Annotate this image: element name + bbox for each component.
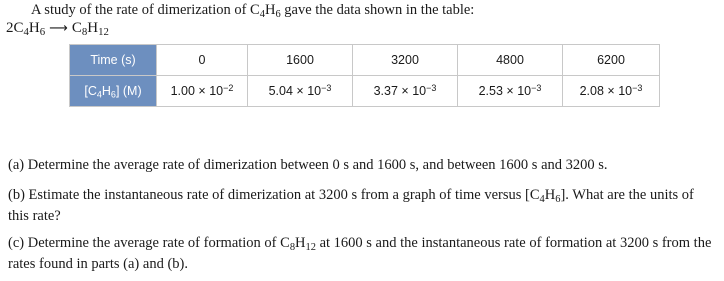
intro-text: A study of the rate of dimerization of $C_4H_6$ gave the data shown in the table: [31, 2, 475, 20]
table-cell: $2.08 \times 10^{-3}$ [563, 76, 660, 107]
row-header-concentration: $[C_4H_6]$ (M) [70, 76, 157, 107]
question-b: (b) Estimate the instantaneous rate of dimerization at 3200 s from a graph of time versus $[C_4H_6]$. What are the units of this rate? [8, 187, 694, 224]
table-row [70, 45, 660, 76]
question-c: (c) Determine the average rate of formation of $C_8H_{12}$ at 1600 s and the instantaneous rate of formation at 3200 s from the rates found in parts (a) and (b). [8, 235, 712, 272]
reaction-equation: $2C_4H_6$ ⟶ $C_8H_{12}$ [6, 20, 109, 39]
question-a: (a) Determine the average rate of dimerization between 0 s and 1600 s, and between 1600 s and 3200 s. [8, 157, 608, 173]
table-cell: $1.00 \times 10^{-2}$ [157, 76, 248, 107]
table-cell: $3.37 \times 10^{-3}$ [353, 76, 458, 107]
table-row [70, 76, 660, 107]
data-table [69, 44, 660, 107]
table-cell: 0 [157, 45, 248, 76]
table-cell: 6200 [563, 45, 660, 76]
reaction-arrow-icon: ⟶ [49, 21, 68, 36]
table-cell: 3200 [353, 45, 458, 76]
table-cell: 4800 [458, 45, 563, 76]
table-cell: $2.53 \times 10^{-3}$ [458, 76, 563, 107]
table-cell: 1600 [248, 45, 353, 76]
row-header-time: Time (s) [70, 45, 157, 76]
table-cell: $5.04 \times 10^{-3}$ [248, 76, 353, 107]
